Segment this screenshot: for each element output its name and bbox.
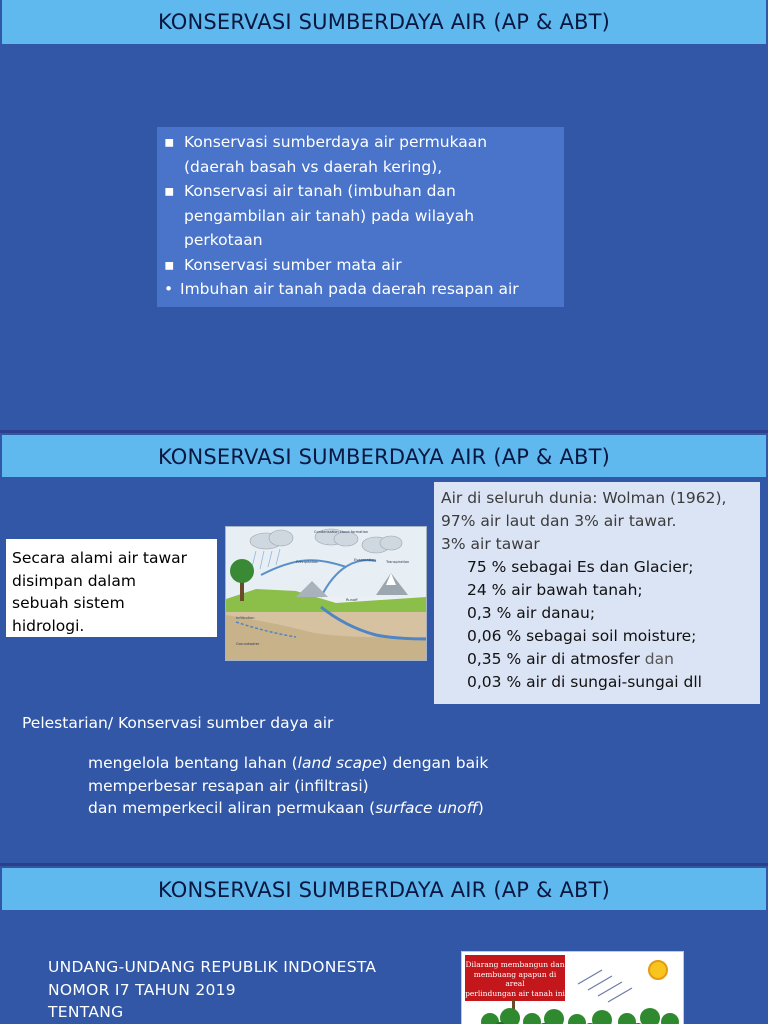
sign-line: membuang apapun di areal	[473, 969, 557, 988]
law-line: UNDANG-UNDANG REPUBLIK INDONESTA	[48, 958, 377, 976]
info-item: 0,06 % sebagai soil moisture;	[467, 627, 697, 645]
bullet-marker: ▪	[164, 133, 175, 151]
pelestarian-line	[88, 752, 488, 775]
water-cycle-diagram	[225, 526, 427, 661]
hydrology-note	[6, 539, 217, 637]
info-line: 3% air tawar	[441, 535, 540, 553]
list-item	[164, 179, 556, 253]
list-item	[164, 277, 556, 302]
pelestarian-heading: Pelestarian/ Konservasi sumber daya air	[22, 714, 334, 732]
diagram-label: Groundwater	[236, 642, 260, 646]
info-item	[441, 648, 753, 671]
pelestarian-line: memperbesar resapan air (infiltrasi)	[88, 776, 369, 795]
info-item: 24 % air bawah tanah;	[467, 581, 643, 599]
list-item-line: Konservasi air tanah (imbuhan dan	[184, 182, 456, 200]
info-item: 0,3 % air danau;	[467, 604, 596, 622]
info-item-text: 0,35 % air di atmosfer	[467, 650, 640, 668]
pelestarian-lines	[88, 752, 488, 820]
slide-2	[0, 433, 768, 863]
info-line: 97% air laut dan 3% air tawar.	[441, 512, 677, 530]
list-item	[164, 253, 556, 278]
diagram-label: Precipitation	[296, 560, 319, 564]
line-text: dan memperkecil aliran permukaan (	[88, 799, 376, 817]
line-emphasis: land scape	[297, 754, 382, 772]
slide-2-title: KONSERVASI SUMBERDAYA AIR (AP & ABT)	[2, 435, 766, 477]
slide-1-title: KONSERVASI SUMBERDAYA AIR (AP & ABT)	[2, 0, 766, 44]
line-text: ) dengan baik	[381, 754, 489, 772]
conservation-list	[157, 127, 564, 307]
slide-3-title: KONSERVASI SUMBERDAYA AIR (AP & ABT)	[2, 868, 766, 910]
bullet-marker: ▪	[164, 255, 175, 274]
note-line: disimpan dalam	[12, 571, 136, 590]
info-line: Air di seluruh dunia: Wolman (1962),	[441, 489, 727, 507]
note-line: Secara alami air tawar	[12, 549, 188, 567]
note-line: hidrologi.	[12, 616, 85, 635]
list-item-line: pengambilan air tanah) pada wilayah	[184, 206, 475, 225]
info-item: 75 % sebagai Es dan Glacier;	[467, 558, 694, 576]
law-line: NOMOR I7 TAHUN 2019	[48, 980, 236, 999]
slide-3	[0, 866, 768, 1024]
line-text: )	[477, 799, 484, 817]
list-item	[164, 130, 556, 179]
diagram-label: Transpiration	[386, 560, 410, 564]
diagram-label: Condensation cloud formation	[314, 530, 369, 534]
law-reference	[48, 956, 376, 1024]
bullet-marker: ▪	[164, 182, 175, 200]
sign-line: Dilarang membangun dan	[465, 960, 565, 969]
diagram-label: Evaporation	[354, 558, 376, 562]
list-item-line: Konservasi sumber mata air	[184, 255, 402, 274]
diagram-label: Runoff	[346, 598, 358, 602]
law-line: TENTANG	[48, 1003, 124, 1021]
list-item-line: (daerah basah vs daerah kering),	[184, 157, 443, 176]
slide-1	[0, 0, 768, 430]
protection-sign-illustration	[461, 951, 684, 1024]
line-text: mengelola bentang lahan (	[88, 754, 298, 772]
list-item-line: Konservasi sumberdaya air permukaan	[184, 133, 488, 151]
pelestarian-line	[88, 797, 488, 820]
sign-line: perlindungan air tanah ini	[465, 988, 565, 998]
info-item-tail: dan	[639, 650, 674, 668]
list-item-line: Imbuhan air tanah pada daerah resapan air	[180, 280, 519, 298]
info-item: 0,03 % air di sungai-sungai dll	[467, 673, 702, 691]
bullet-marker: •	[164, 280, 174, 298]
line-emphasis: surface unoff	[375, 799, 478, 817]
list-item-line: perkotaan	[184, 231, 263, 249]
diagram-label: Infiltration	[236, 616, 255, 620]
freshwater-info	[434, 482, 760, 704]
note-line: sebuah sistem	[12, 594, 125, 612]
